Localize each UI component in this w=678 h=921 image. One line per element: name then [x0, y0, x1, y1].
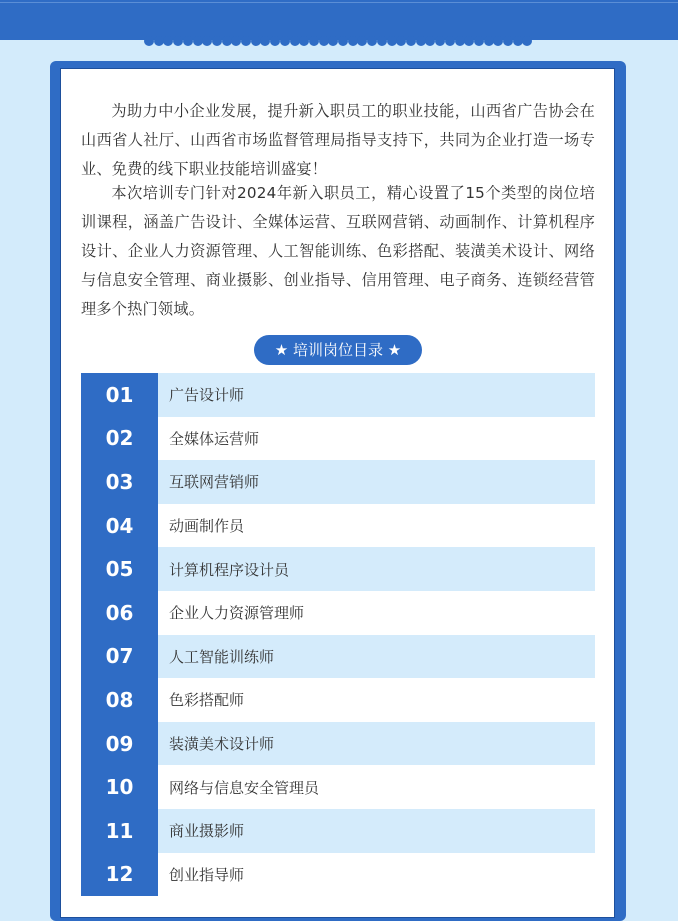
table-row	[81, 809, 595, 853]
scallop-dot	[173, 36, 183, 46]
intro-paragraph-1: 为助力中小企业发展，提升新入职员工的职业技能，山西省广告协会在山西省人社厅、山西省市场监督管理局指导支持下，共同为企业打造一场专业、免费的线下职业技能培训盛宴！	[81, 102, 595, 178]
table-row	[81, 765, 595, 809]
scallop-dot	[251, 36, 261, 46]
scallop-dot	[270, 36, 280, 46]
position-name: 人工智能训练师	[158, 635, 595, 679]
scallop-dot	[406, 36, 416, 46]
position-number: 06	[81, 591, 158, 635]
table-row	[81, 547, 595, 591]
scallop-dot	[484, 36, 494, 46]
position-name: 广告设计师	[158, 373, 595, 417]
scallop-dot	[474, 36, 484, 46]
table-row	[81, 373, 595, 417]
scallop-dot	[522, 36, 532, 46]
position-number: 05	[81, 547, 158, 591]
position-name: 计算机程序设计员	[158, 547, 595, 591]
intro-paragraph-2: 本次培训专门针对2024年新入职员工，精心设置了15个类型的岗位培训课程，涵盖广告设计、全媒体运营、互联网营销、动画制作、计算机程序设计、企业人力资源管理、人工智能训练、色彩搭配、装潢美术设计、网络与信息安全管理、商业摄影、创业指导、信用管理、电子商务、连锁经营管理多个热门领域。	[81, 184, 595, 318]
scallop-dot	[513, 36, 523, 46]
scallop-dot	[144, 36, 154, 46]
scallop-dot	[367, 36, 377, 46]
scallop-dot	[154, 36, 164, 46]
position-number: 11	[81, 809, 158, 853]
scallop-dot	[193, 36, 203, 46]
scallop-border	[144, 36, 532, 46]
table-row	[81, 853, 595, 897]
position-name: 创业指导师	[158, 853, 595, 897]
scallop-dot	[299, 36, 309, 46]
position-name: 动画制作员	[158, 504, 595, 548]
scallop-dot	[241, 36, 251, 46]
scallop-dot	[231, 36, 241, 46]
table-row	[81, 460, 595, 504]
scallop-dot	[183, 36, 193, 46]
scallop-dot	[319, 36, 329, 46]
scallop-dot	[464, 36, 474, 46]
table-row	[81, 635, 595, 679]
position-number: 09	[81, 722, 158, 766]
table-row	[81, 504, 595, 548]
top-banner	[0, 0, 678, 40]
scallop-dot	[493, 36, 503, 46]
position-name: 企业人力资源管理师	[158, 591, 595, 635]
table-row	[81, 678, 595, 722]
scallop-dot	[212, 36, 222, 46]
scallop-dot	[328, 36, 338, 46]
position-number: 10	[81, 765, 158, 809]
position-name: 色彩搭配师	[158, 678, 595, 722]
scallop-dot	[222, 36, 232, 46]
position-name: 商业摄影师	[158, 809, 595, 853]
scallop-dot	[387, 36, 397, 46]
scallop-dot	[338, 36, 348, 46]
position-name: 全媒体运营师	[158, 417, 595, 461]
scallop-dot	[416, 36, 426, 46]
scallop-dot	[503, 36, 513, 46]
position-number: 01	[81, 373, 158, 417]
scallop-dot	[260, 36, 270, 46]
table-row	[81, 417, 595, 461]
position-number: 12	[81, 853, 158, 897]
positions-table	[81, 373, 595, 896]
scallop-dot	[425, 36, 435, 46]
position-number: 02	[81, 417, 158, 461]
top-banner-line	[0, 2, 678, 3]
position-number: 03	[81, 460, 158, 504]
position-number: 04	[81, 504, 158, 548]
table-row	[81, 722, 595, 766]
scallop-dot	[309, 36, 319, 46]
scallop-dot	[280, 36, 290, 46]
scallop-dot	[290, 36, 300, 46]
scallop-dot	[348, 36, 358, 46]
scallop-dot	[455, 36, 465, 46]
scallop-dot	[163, 36, 173, 46]
position-name: 互联网营销师	[158, 460, 595, 504]
scallop-dot	[377, 36, 387, 46]
scallop-dot	[435, 36, 445, 46]
position-number: 08	[81, 678, 158, 722]
scallop-dot	[445, 36, 455, 46]
intro-text	[81, 97, 595, 324]
scallop-dot	[202, 36, 212, 46]
catalog-title-badge: ★ 培训岗位目录 ★	[254, 335, 422, 365]
position-name: 装潢美术设计师	[158, 722, 595, 766]
position-number: 07	[81, 635, 158, 679]
table-row	[81, 591, 595, 635]
scallop-dot	[357, 36, 367, 46]
position-name: 网络与信息安全管理员	[158, 765, 595, 809]
scallop-dot	[396, 36, 406, 46]
